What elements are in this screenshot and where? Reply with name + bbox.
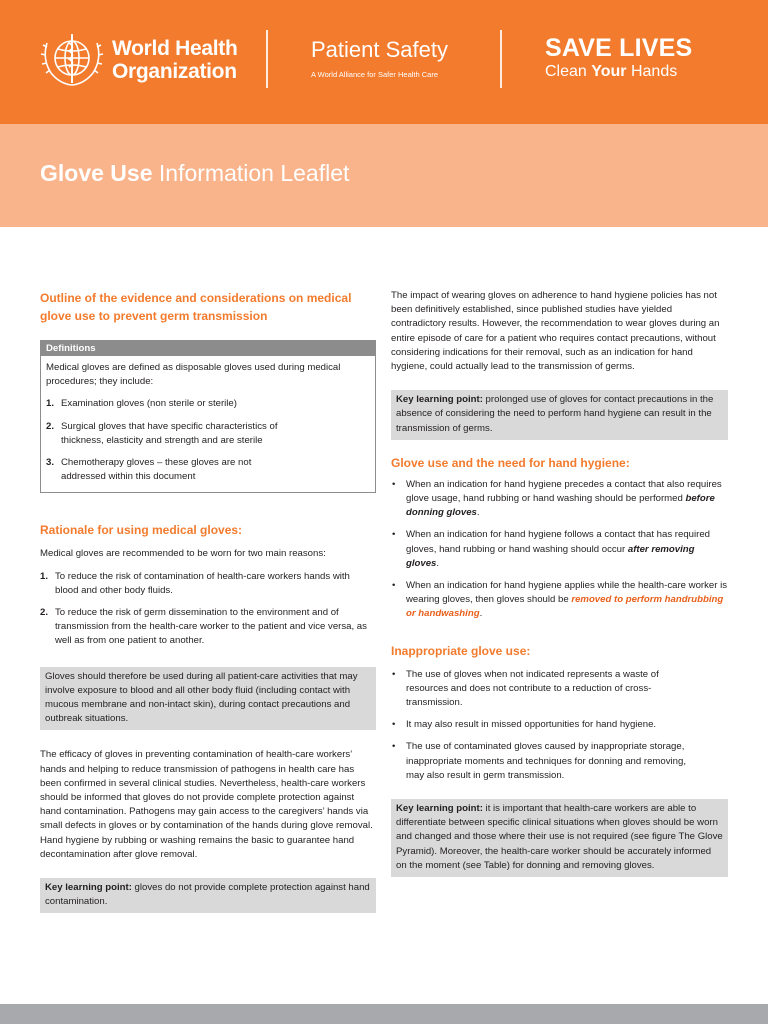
outline-heading: Outline of the evidence and considerations on medical glove use to prevent germ transmission — [40, 291, 352, 323]
footer-band — [0, 1004, 768, 1024]
key-learning-point-3: Key learning point: it is important that health-care workers are able to differentiate between specific clinical situations when gloves should be worn and changed and those where their use is not required (see figure The Glove Pyramid). Moreover, the health-care worker should be accurately informed on the moment (see Table) for donning and removing gloves. — [391, 799, 728, 877]
clean-your-hands-subtitle: Clean Your Hands — [545, 63, 678, 80]
header-band — [0, 0, 768, 124]
list-item: 1. To reduce the risk of contamination of health-care workers hands with blood and other body fluids. — [40, 570, 350, 596]
who-emblem-icon — [38, 29, 106, 91]
hand-hygiene-heading: Glove use and the need for hand hygiene: — [391, 455, 630, 470]
page-title: Glove Use Information Leaflet — [40, 160, 350, 186]
list-item: • When an indication for hand hygiene precedes a contact that also requires glove usage, hand rubbing or hand washing should be performed before donning gloves. — [392, 478, 722, 519]
list-item: • When an indication for hand hygiene applies while the health-care worker is wearing gloves, then gloves should be removed to perform handrubbing or handwashing. — [392, 580, 728, 620]
rationale-intro: Medical gloves are recommended to be worn for two main reasons: — [40, 548, 326, 560]
inappropriate-use-heading: Inappropriate glove use: — [391, 643, 531, 658]
left-column — [40, 289, 376, 913]
list-item: 1. Examination gloves (non sterile or sterile) — [46, 398, 237, 410]
list-item: • It may also result in missed opportunities for hand hygiene. — [392, 719, 657, 731]
impact-paragraph: The impact of wearing gloves on adherence to hand hygiene policies has not been definitively established, since published studies have yielded contradictory results. However, the recommendation to wear gloves during an entire episode of care for a patient who requires contact precautions, without considering indications for their removal, such as an indication for hand hygiene, could actually lead to the transmission of germs. — [391, 290, 720, 373]
patient-safety-title: Patient Safety — [311, 37, 448, 62]
list-item: • The use of gloves when not indicated represents a waste of resources and does not contribute to a reduction of cross-transmission. — [392, 668, 659, 709]
header-divider — [500, 30, 502, 88]
who-logo-text: World Health Organization — [112, 37, 238, 83]
key-learning-point-1: Key learning point: gloves do not provide complete protection against hand contamination. — [40, 878, 376, 913]
list-item: • When an indication for hand hygiene follows a contact that has required gloves, hand rubbing or hand washing should occur after removing gloves. — [392, 529, 710, 569]
rationale-heading: Rationale for using medical gloves: — [40, 523, 243, 538]
patient-safety-subtitle: A World Alliance for Safer Health Care — [311, 70, 439, 79]
list-item: • The use of contaminated gloves caused by inappropriate storage, inappropriate moments and techniques for donning and removing, may also result in germ transmission. — [392, 741, 686, 781]
definitions-label: Definitions — [41, 341, 375, 356]
gloves-usage-note: Gloves should therefore be used during all patient-care activities that may involve exposure to blood and all other body fluid (including contact with mucous membrane and non-intact skin), during contact precautions and outbreak situations. — [40, 667, 376, 731]
key-learning-point-2: Key learning point: prolonged use of gloves for contact precautions in the absence of considering the need to perform hand hygiene can result in the transmission of germs. — [391, 390, 728, 440]
save-lives-title: SAVE LIVES — [545, 34, 693, 62]
header-divider — [266, 30, 268, 88]
definitions-intro: Medical gloves are defined as disposable gloves used during medical procedures; they include: — [46, 362, 341, 388]
right-column — [391, 289, 728, 877]
definitions-box — [40, 340, 376, 493]
list-item: 2. To reduce the risk of germ dissemination to the environment and of transmission from the health-care worker to the patient and vice versa, as well as from one patient to another. — [40, 607, 367, 647]
list-item: 2. Surgical gloves that have specific characteristics of thickness, elasticity and strength and are sterile — [46, 420, 278, 446]
list-item: 3. Chemotherapy gloves – these gloves are not addressed within this document — [46, 457, 252, 483]
efficacy-paragraph: The efficacy of gloves in preventing contamination of health-care workers’ hands and helping to reduce transmission of pathogens in health care has been confirmed in several clinical studies. Nevertheless, health-care workers should be informed that gloves do not provide complete protection against hand contamination. Pathogens may gain access to the caregivers’ hands via small defects in gloves or by contamination of the hands during glove removal. Hand hygiene by rubbing or washing remains the basic to guarantee hand decontamination after glove removal. — [40, 749, 373, 860]
